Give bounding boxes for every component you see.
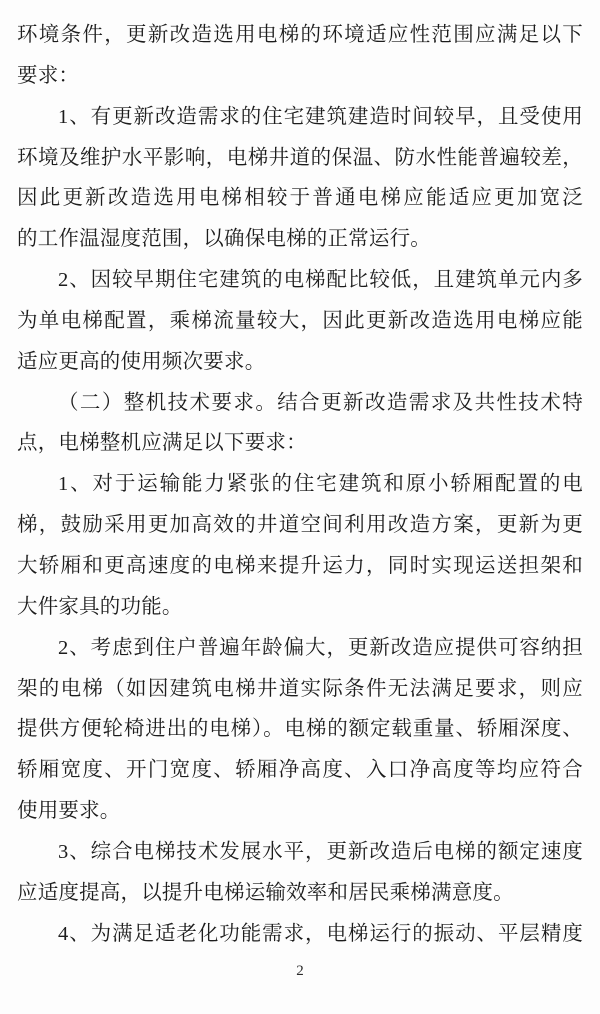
text-line: 大轿厢和更高速度的电梯来提升运力，同时实现运送担架和 <box>17 554 583 577</box>
page-number: 2 <box>296 963 304 979</box>
text-line: 应适度提高，以提升电梯运输效率和居民乘梯满意度。 <box>17 881 514 904</box>
text-line: 2、因较早期住宅建筑的电梯配比较低，且建筑单元内多 <box>58 269 583 292</box>
text-line: 架的电梯（如因建筑电梯井道实际条件无法满足要求，则应 <box>17 677 583 700</box>
text-line: 使用要求。 <box>17 800 121 823</box>
document-text-block <box>17 15 583 954</box>
text-line: 梯，鼓励采用更加高效的井道空间利用改造方案，更新为更 <box>17 514 583 537</box>
text-line: 1、对于运输能力紧张的住宅建筑和原小轿厢配置的电 <box>58 473 583 496</box>
text-line: 要求： <box>17 64 80 87</box>
text-line: 4、为满足适老化功能需求，电梯运行的振动、平层精度 <box>58 922 583 945</box>
text-line: 环境条件，更新改造选用电梯的环境适应性范围应满足以下 <box>17 24 583 46</box>
text-line: 3、综合电梯技术发展水平，更新改造后电梯的额定速度 <box>58 840 583 863</box>
text-line: 2、考虑到住户普遍年龄偏大，更新改造应提供可容纳担 <box>58 636 583 659</box>
text-line: 大件家具的功能。 <box>17 595 183 618</box>
text-line: 1、有更新改造需求的住宅建筑建造时间较早，且受使用 <box>58 105 583 128</box>
text-line: 环境及维护水平影响，电梯井道的保温、防水性能普遍较差， <box>17 146 583 169</box>
text-line: 的工作温湿度范围，以确保电梯的正常运行。 <box>17 228 431 251</box>
text-line: 轿厢宽度、开门宽度、轿厢净高度、入口净高度等均应符合 <box>17 759 583 782</box>
text-line: 为单电梯配置，乘梯流量较大，因此更新改造选用电梯应能 <box>17 309 583 332</box>
text-line: （二）整机技术要求。结合更新改造需求及共性技术特 <box>58 391 583 414</box>
text-line: 因此更新改造选用电梯相较于普通电梯应能适应更加宽泛 <box>17 187 583 210</box>
text-line: 适应更高的使用频次要求。 <box>17 350 266 373</box>
text-line: 点，电梯整机应满足以下要求： <box>17 432 307 455</box>
text-line: 提供方便轮椅进出的电梯）。电梯的额定载重量、轿厢深度、 <box>17 718 583 741</box>
